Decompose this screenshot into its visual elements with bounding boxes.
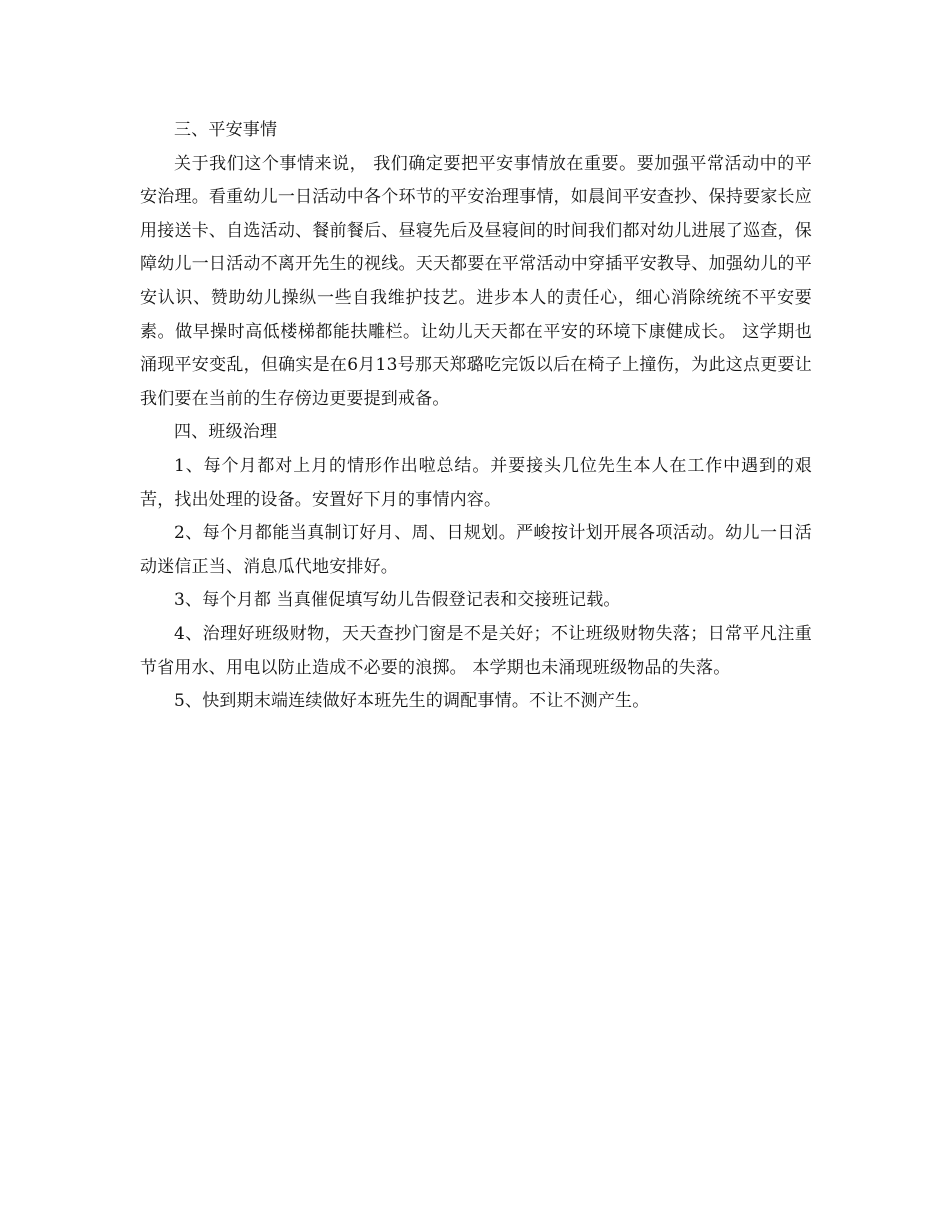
safety-paragraph: 关于我们这个事情来说， 我们确定要把平安事情放在重要。要加强平常活动中的平安治理。看重幼儿一日活动中各个环节的平安治理事情，如晨间平安查抄、保持要家长应用接送卡、自选活动、餐前餐后、昼寝先后及昼寝间的时间我们都对幼儿进展了巡查，保障幼儿一日活动不离开先生的视线。天天都要在平常活动中穿插平安教导、加强幼儿的平安认识、赞助幼儿操纵一些自我维护技艺。进步本人的责任心，细心消除统统不平安要素。做早操时高低楼梯都能扶雕栏。让幼儿天天都在平安的环境下康健成长。 这学期也涌现平安变乱，但确实是在6月13号那天郑璐吃完饭以后在椅子上撞伤，为此这点更要让我们要在当前的生存傍边更要提到戒备。 [140, 153, 812, 409]
class-management-item-1: 1、每个月都对上月的情形作出啦总结。并要接头几位先生本人在工作中遇到的艰苦，找出处理的设备。安置好下月的事情内容。 [140, 455, 812, 510]
section-heading-safety: 三、平安事情 [174, 120, 278, 140]
document-body [140, 114, 812, 719]
section-heading-class-management: 四、班级治理 [174, 422, 278, 443]
class-management-item-2: 2、每个月都能当真制订好月、周、日规划。严峻按计划开展各项活动。幼儿一日活动迷信正当、消息瓜代地安排好。 [140, 523, 812, 577]
class-management-item-5: 5、快到期末端连续做好本班先生的调配事情。不让不测产生。 [174, 691, 650, 712]
class-management-item-3: 3、每个月都 当真催促填写幼儿告假登记表和交接班记载。 [174, 590, 621, 611]
class-management-item-4: 4、治理好班级财物，天天查抄门窗是不是关好；不让班级财物失落；日常平凡注重节省用水、用电以防止造成不必要的浪掷。 本学期也未涌现班级物品的失落。 [140, 623, 812, 678]
